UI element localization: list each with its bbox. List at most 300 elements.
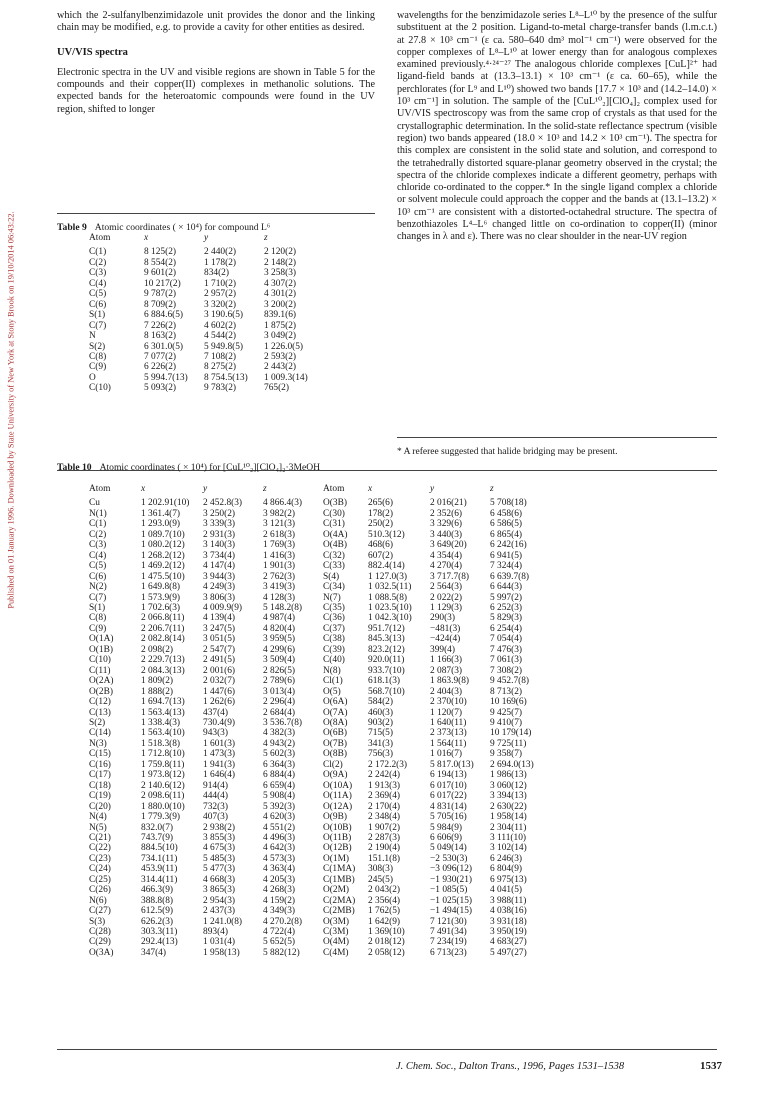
table10-cell: 3 013(4) (263, 686, 296, 697)
table10-cell: 5 817.0(13) (430, 759, 474, 770)
table10-cell: 1 888(2) (141, 686, 174, 697)
table10-cell: C(11) (89, 665, 111, 676)
table10-cell: 1 293.0(9) (141, 519, 181, 530)
table10-cell: 1 649.8(8) (141, 582, 181, 593)
table10-cell: 510.3(12) (368, 529, 405, 540)
table10-cell: 5 705(16) (430, 812, 467, 823)
table10-cell: 5 049(14) (430, 843, 467, 854)
table10-row (89, 739, 550, 749)
table10-cell: −1 494(15) (430, 906, 472, 917)
table10-cell: N(3) (89, 738, 107, 749)
table10-cell: S(3) (89, 916, 106, 927)
table10-cell: 743.7(9) (141, 832, 174, 843)
table10-cell: 7 121(30) (430, 916, 467, 927)
table10-cell: 4 683(27) (490, 937, 527, 948)
table10-cell: 2 032(7) (203, 676, 236, 687)
table10-cell: 4 642(3) (263, 843, 296, 854)
table10-cell: O(4B) (323, 540, 347, 551)
table10-cell: N(4) (89, 812, 107, 823)
table10-cell: C(33) (323, 561, 345, 572)
table9-cell: 3 258(3) (264, 268, 297, 279)
table10-cell: 3 536.7(8) (263, 717, 303, 728)
table10-cell: O(5) (323, 686, 341, 697)
table10-cell: 3 060(12) (490, 780, 527, 791)
table10-cell: 4 009.9(9) (203, 602, 243, 613)
table10-cell: 7 061(3) (490, 655, 523, 666)
table10-cell: 715(5) (368, 728, 393, 739)
table10-cell: 1 166(3) (430, 655, 463, 666)
table10-cell: 5 652(5) (263, 937, 296, 948)
table10-cell: 8 713(2) (490, 686, 523, 697)
table9-cell: 5 994.7(13) (144, 372, 188, 383)
table10-cell: 6 884(4) (263, 770, 296, 781)
table10-cell: 4 573(3) (263, 853, 296, 864)
table10-row (89, 749, 550, 759)
table10-cell: 1 127.0(3) (368, 571, 408, 582)
table10-cell: 1 973.8(12) (141, 770, 185, 781)
table10-cell: 882.4(14) (368, 561, 405, 572)
table9-cell: 2 148(2) (264, 257, 297, 268)
table10-row (89, 687, 550, 697)
table10-cell: 7 234(19) (430, 937, 467, 948)
table10-row (89, 896, 550, 906)
table10-cell: 6 659(4) (263, 780, 296, 791)
table10-row (89, 540, 550, 550)
table10-cell: 4 147(4) (203, 561, 236, 572)
table10-cell: 4 496(3) (263, 832, 296, 843)
table10-header-x: x (141, 484, 146, 494)
table10-cell: 4 349(3) (263, 906, 296, 917)
table10-cell: 5 485(3) (203, 853, 236, 864)
table10-cell: 7 476(3) (490, 644, 523, 655)
table10-cell: 1 601(3) (203, 738, 236, 749)
table10-cell: 2 356(4) (368, 895, 401, 906)
table10-header-atom-2: Atom (323, 484, 345, 494)
table9-row (89, 258, 324, 268)
table10-cell: 2 229.7(13) (141, 655, 185, 666)
table10-cell: 2 242(4) (368, 770, 401, 781)
table9-cell: C(4) (89, 278, 107, 289)
table10-row (89, 582, 550, 592)
table10-cell: 612.5(9) (141, 906, 174, 917)
table10-cell: 4 866.4(3) (263, 498, 303, 509)
table10-cell: O(2A) (89, 676, 114, 687)
table9-cell: C(3) (89, 268, 107, 279)
table10-cell: N(2) (89, 582, 107, 593)
table10-cell: 4 363(4) (263, 864, 296, 875)
table10-cell: 1 779.3(9) (141, 812, 181, 823)
table9-cell: C(10) (89, 383, 111, 394)
table10-cell: 1 088.5(8) (368, 592, 408, 603)
table9-cell: 2 957(2) (204, 289, 237, 300)
table10-cell: 5 829(3) (490, 613, 523, 624)
table10-row (89, 791, 550, 801)
table10-cell: 2 022(2) (430, 592, 463, 603)
table10-cell: 1 759.8(11) (141, 759, 185, 770)
table10-cell: C(31) (323, 519, 345, 530)
table10-cell: 4 270.2(8) (263, 916, 303, 927)
table10-cell: O(10B) (323, 822, 352, 833)
table10-cell: 3 734(4) (203, 550, 236, 561)
table10-cell: 1 447(6) (203, 686, 236, 697)
table10-row (89, 551, 550, 561)
table10-cell: 1 907(2) (368, 822, 401, 833)
table10-cell: 2 304(11) (490, 822, 527, 833)
table10-cell: 2 170(4) (368, 801, 401, 812)
table10-cell: 2 491(5) (203, 655, 236, 666)
table10-cell: 460(3) (368, 707, 393, 718)
table10-cell: 6 254(4) (490, 623, 523, 634)
table10-row (89, 561, 550, 571)
table10-cell: 2 296(4) (263, 697, 296, 708)
table10-cell: O(4M) (323, 937, 350, 948)
table9-cell: 2 120(2) (264, 247, 297, 258)
table10-cell: 2 370(10) (430, 697, 467, 708)
table10-cell: O(3M) (323, 916, 350, 927)
table10-cell: 2 058(12) (368, 947, 405, 958)
table9-cell: 3 200(2) (264, 299, 297, 310)
table10-cell: 2 762(3) (263, 571, 296, 582)
table10-cell: 4 382(3) (263, 728, 296, 739)
table10-cell: 1 863.9(8) (430, 676, 470, 687)
table9-cell: 6 301.0(5) (144, 341, 184, 352)
table10-cell: N(5) (89, 822, 107, 833)
table9-cell: 1 226.0(5) (264, 341, 304, 352)
table10-row (89, 937, 550, 947)
table10-cell: 1 475.5(10) (141, 571, 185, 582)
table10-cell: 1 120(7) (430, 707, 463, 718)
table10-row (89, 530, 550, 540)
table10-cell: 1 640(11) (430, 717, 467, 728)
table10-cell: 4 038(16) (490, 906, 527, 917)
table10-row (89, 509, 550, 519)
table10-cell: C(6) (89, 571, 107, 582)
table10-cell: 626.2(3) (141, 916, 174, 927)
table9-header-atom: Atom (89, 233, 111, 243)
table10-cell: 1 518.3(8) (141, 738, 181, 749)
table10-row (89, 770, 550, 780)
table9-cell: C(1) (89, 247, 107, 258)
table10-cell: 823.2(12) (368, 644, 405, 655)
table9-cell: C(9) (89, 362, 107, 373)
table10-cell: 1 241.0(8) (203, 916, 243, 927)
table9-cell: 8 754.5(13) (204, 372, 248, 383)
table10-cell: C(13) (89, 707, 111, 718)
table10-header-x-2: x (368, 484, 373, 494)
table10-cell: 3 339(3) (203, 519, 236, 530)
table10-cell: S(1) (89, 602, 106, 613)
table10-cell: 1 901(3) (263, 561, 296, 572)
table10-cell: 6 586(5) (490, 519, 523, 530)
table10-cell: 4 128(3) (263, 592, 296, 603)
table10-cell: 2 352(6) (430, 508, 463, 519)
table9-cell: 7 077(2) (144, 351, 177, 362)
table10-cell: C(27) (89, 906, 111, 917)
table9-row (89, 383, 324, 393)
table10-cell: 6 246(3) (490, 853, 523, 864)
table10-cell: 4 943(2) (263, 738, 296, 749)
table10-cell: O(4A) (323, 529, 348, 540)
table9-cell: 8 125(2) (144, 247, 177, 258)
table10-cell: C(28) (89, 927, 111, 938)
table10-cell: C(20) (89, 801, 111, 812)
table9-cell: 5 949.8(5) (204, 341, 244, 352)
table10-cell: C(2MA) (323, 895, 356, 906)
table10-cell: N(7) (323, 592, 341, 603)
table10-cell: 6 941(5) (490, 550, 523, 561)
table10-cell: 5 997(2) (490, 592, 523, 603)
table10-label: Table 10 (57, 462, 92, 473)
table10-cell: C(40) (323, 655, 345, 666)
table10-cell: C(3) (89, 540, 107, 551)
table10-cell: 832.0(7) (141, 822, 174, 833)
table9-row (89, 289, 324, 299)
table9-cell: 2 440(2) (204, 247, 237, 258)
table10-cell: 1 694.7(13) (141, 697, 185, 708)
table10-cell: −2 530(3) (430, 853, 468, 864)
table10-cell: −424(4) (430, 634, 461, 645)
table10-cell: 3 855(3) (203, 832, 236, 843)
table10-cell: 1 268.2(12) (141, 550, 185, 561)
table10-row (89, 718, 550, 728)
footer-rule (57, 1049, 717, 1050)
table10-cell: 2 082.8(14) (141, 634, 185, 645)
table10-cell: 1 958(13) (203, 947, 240, 958)
table10-cell: C(21) (89, 832, 111, 843)
table9-cell: C(8) (89, 351, 107, 362)
table10-cell: 6 458(6) (490, 508, 523, 519)
table10-cell: 5 602(3) (263, 749, 296, 760)
table10-row (89, 885, 550, 895)
table10-row (89, 802, 550, 812)
section-heading: UV/VIS spectra (57, 46, 128, 58)
table10-cell: O(1B) (89, 644, 113, 655)
table10-header-z-2: z (490, 484, 494, 494)
table10-cell: 2 789(6) (263, 676, 296, 687)
table10-cell: 6 804(9) (490, 864, 523, 875)
table10-cell: O(8A) (323, 717, 348, 728)
table10-cell: 1 880.0(10) (141, 801, 185, 812)
table9-cell: 1 875(2) (264, 320, 297, 331)
table10-row (89, 634, 550, 644)
table10-cell: 2 564(3) (430, 582, 463, 593)
table10-cell: 2 098.6(11) (141, 791, 185, 802)
table10-cell: 1 089.7(10) (141, 529, 185, 540)
table9-cell: 4 301(2) (264, 289, 297, 300)
table10-cell: 314.4(11) (141, 874, 178, 885)
table10-cell: C(9) (89, 623, 107, 634)
table10-cell: 1 031(4) (203, 937, 236, 948)
table9-cell: 9 601(2) (144, 268, 177, 279)
table9-cell: 2 443(2) (264, 362, 297, 373)
table10-cell: 2 206.7(11) (141, 623, 185, 634)
table10-cell: C(26) (89, 885, 111, 896)
table10-cell: 6 194(13) (430, 770, 467, 781)
table9-cell: 7 226(2) (144, 320, 177, 331)
table10-cell: C(8) (89, 613, 107, 624)
table10-cell: 2 452.8(3) (203, 498, 243, 509)
table10-row (89, 676, 550, 686)
table10-cell: 9 410(7) (490, 717, 523, 728)
table10-cell: 2 190(4) (368, 843, 401, 854)
table10-cell: 4 159(2) (263, 895, 296, 906)
table10-cell: O(11B) (323, 832, 352, 843)
download-watermark (0, 160, 22, 660)
table10-cell: 584(2) (368, 697, 393, 708)
table10-cell: C(14) (89, 728, 111, 739)
right-column (397, 10, 717, 244)
table10-cell: 1 564(11) (430, 738, 467, 749)
table10-cell: 1 042.3(10) (368, 613, 412, 624)
table10-cell: 3 806(3) (203, 592, 236, 603)
table10-cell: C(10) (89, 655, 111, 666)
table10-cell: −1 930(21) (430, 874, 472, 885)
table9-header-row (89, 233, 324, 247)
table10-cell: 1 361.4(7) (141, 508, 181, 519)
table10-cell: 734.1(11) (141, 853, 178, 864)
table10-cell: O(8B) (323, 749, 347, 760)
table10-cell: 4 722(4) (263, 927, 296, 938)
spectra-paragraph: wavelengths for the benzimidazole series L⁸–L¹⁰ by the presence of the sulfur substituent at the 2 position. Ligand-to-metal charge-transfer bands (l.m.c.t.) at 27.8 × 10³ cm⁻¹ (ε ca. 580–640 dm³ mol⁻¹ cm⁻¹) were observed for the copper complexes of L⁸–L¹⁰ at lower energy than for analogous complexes examined previously.⁴·²⁴⁻²⁷ The analogous chloride complexes [CuL]²⁺ had ligand-field bands at (13.3–13.1) × 10³ cm⁻¹ (ε ca. 60–65), while the perchlorates (for L⁹ and L¹⁰) showed two bands [17.7 × 10³ and (14.2–14.0) × 10³ cm⁻¹] in solution. The sample of the [CuL¹⁰₂][ClO₄]₂ complex used for UV/VIS spectroscopy was from the same crop of crystals as that used for the crystallographic determination. In the solid-state reflectance spectrum (visible region) two bands appeared (18.0 × 10³ and 14.2 × 10³ cm⁻¹). The spectra for this complex are consistent in the solid state and solution, and correspond to the tetrahedrally distorted square-planar geometry observed in the crystal; the spectra of the chloride complexes indicate a different geometry, perhaps with chloride co-ordinated to the copper.* In the single ligand complex a chloride or solvent molecule could approach the copper and the bands at (13.1–13.2) × 10³ cm⁻¹ are consistent with a distorted-octahedral structure. The spectra of benzothiazoles L⁴–L⁶ changed little on co-ordination to copper(II) (minor changes in λ and ε). There was no clear shoulder in the near-UV region (397, 10, 717, 243)
table9-row (89, 279, 324, 289)
table9-cell: 8 554(2) (144, 257, 177, 268)
table10-cell: 2 016(21) (430, 498, 467, 509)
table9-caption-text: Atomic coordinates ( × 10⁴) for compound L⁶ (94, 222, 271, 233)
table10-cell: 4 268(3) (263, 885, 296, 896)
table9-cell: 839.1(6) (264, 310, 297, 321)
table9-cell: S(1) (89, 310, 106, 321)
table10-cell: 2 630(22) (490, 801, 527, 812)
table10-cell: 10 169(6) (490, 697, 527, 708)
intro-paragraph: which the 2-sulfanylbenzimidazole unit provides the donor and the linking chain may be modified, e.g. to provide a cavity for other entities as desired. (57, 10, 375, 34)
table10-cell: 9 358(7) (490, 749, 523, 760)
table9-cell: C(5) (89, 289, 107, 300)
table10-cell: 3 111(10) (490, 832, 527, 843)
table10-cell: 568.7(10) (368, 686, 405, 697)
table10-cell: C(19) (89, 791, 111, 802)
table10-cell: 178(2) (368, 508, 393, 519)
table10-cell: 245(5) (368, 874, 393, 885)
table10-cell: 2 826(5) (263, 665, 296, 676)
table9-label: Table 9 (57, 222, 87, 233)
table10-cell: 5 497(27) (490, 947, 527, 958)
table10-cell: 4 668(3) (203, 874, 236, 885)
table10-row (89, 781, 550, 791)
table10-cell: 5 392(3) (263, 801, 296, 812)
journal-citation: J. Chem. Soc., Dalton Trans., 1996, Pages 1531–1538 (396, 1061, 625, 1072)
table10-cell: 308(3) (368, 864, 393, 875)
table10-cell: 607(2) (368, 550, 393, 561)
table9-cell: 6 226(2) (144, 362, 177, 373)
table10-header-z: z (263, 484, 267, 494)
table10-row (89, 708, 550, 718)
table10-cell: C(4M) (323, 947, 349, 958)
table10-cell: C(4) (89, 550, 107, 561)
table10-cell: C(35) (323, 602, 345, 613)
table10-row (89, 655, 550, 665)
table10-cell: C(37) (323, 623, 345, 634)
table10-cell: 5 984(9) (430, 822, 463, 833)
table10-cell: 437(4) (203, 707, 228, 718)
table10-cell: 6 713(23) (430, 947, 467, 958)
table10-cell: 3 102(14) (490, 843, 527, 854)
table10-cell: 2 140.6(12) (141, 780, 185, 791)
table10-cell: 1 416(3) (263, 550, 296, 561)
table10-row (89, 519, 550, 529)
table10-cell: 3 865(3) (203, 885, 236, 896)
table9-cell: 6 884.6(5) (144, 310, 184, 321)
table10-cell: 4 820(4) (263, 623, 296, 634)
table10-cell: 3 982(2) (263, 508, 296, 519)
table10-row (89, 593, 550, 603)
footnote: * A referee suggested that halide bridging may be present. (397, 447, 618, 457)
table10-cell: C(18) (89, 780, 111, 791)
table9-row (89, 247, 324, 257)
table9-row (89, 300, 324, 310)
table10-cell: O(2B) (89, 686, 113, 697)
table9 (89, 233, 324, 394)
table9-row (89, 310, 324, 320)
table10-cell: 265(6) (368, 498, 393, 509)
table10-cell: 6 644(3) (490, 582, 523, 593)
table10-cell: 1 809(2) (141, 676, 174, 687)
table9-cell: 2 593(2) (264, 351, 297, 362)
table10-cell: 388.8(8) (141, 895, 174, 906)
table10-cell: 920.0(11) (368, 655, 405, 666)
table10-cell: 1 080.2(12) (141, 540, 185, 551)
table10-cell: 7 324(4) (490, 561, 523, 572)
table10-cell: 1 762(5) (368, 906, 401, 917)
table10-cell: O(2M) (323, 885, 350, 896)
table9-header-y: y (204, 233, 209, 243)
table10-cell: 9 725(11) (490, 738, 527, 749)
table10-cell: O(9A) (323, 770, 348, 781)
table10-row (89, 572, 550, 582)
table10-cell: 5 908(4) (263, 791, 296, 802)
table10-cell: 1 913(3) (368, 780, 401, 791)
table10-cell: 9 425(7) (490, 707, 523, 718)
table10-cell: 10 179(14) (490, 728, 532, 739)
table10-cell: 444(4) (203, 791, 228, 802)
table9-cell: O (89, 372, 96, 383)
table9-cell: 1 710(2) (204, 278, 237, 289)
table10-cell: 2 087(3) (430, 665, 463, 676)
table10-cell: 3 121(3) (263, 519, 296, 530)
table10-cell: O(12B) (323, 843, 352, 854)
table10-row (89, 854, 550, 864)
table10-cell: −1 085(5) (430, 885, 468, 896)
table10-row (89, 645, 550, 655)
table10-cell: 3 051(5) (203, 634, 236, 645)
table10-cell: 4 139(4) (203, 613, 236, 624)
table10-cell: C(24) (89, 864, 111, 875)
table10-row (89, 864, 550, 874)
table10-cell: C(12) (89, 697, 111, 708)
table10-cell: O(1A) (89, 634, 114, 645)
table10-row (89, 833, 550, 843)
table9-row (89, 352, 324, 362)
table10-cell: 1 023.5(10) (368, 602, 412, 613)
table9-cell: N (89, 331, 96, 342)
table10-row (89, 823, 550, 833)
table9-row (89, 268, 324, 278)
table10-cell: 6 639.7(8) (490, 571, 530, 582)
table10-header-atom: Atom (89, 484, 111, 494)
table10-cell: 3 250(2) (203, 508, 236, 519)
table10-cell: S(4) (323, 571, 340, 582)
table10-cell: 730.4(9) (203, 717, 236, 728)
table10-row (89, 760, 550, 770)
